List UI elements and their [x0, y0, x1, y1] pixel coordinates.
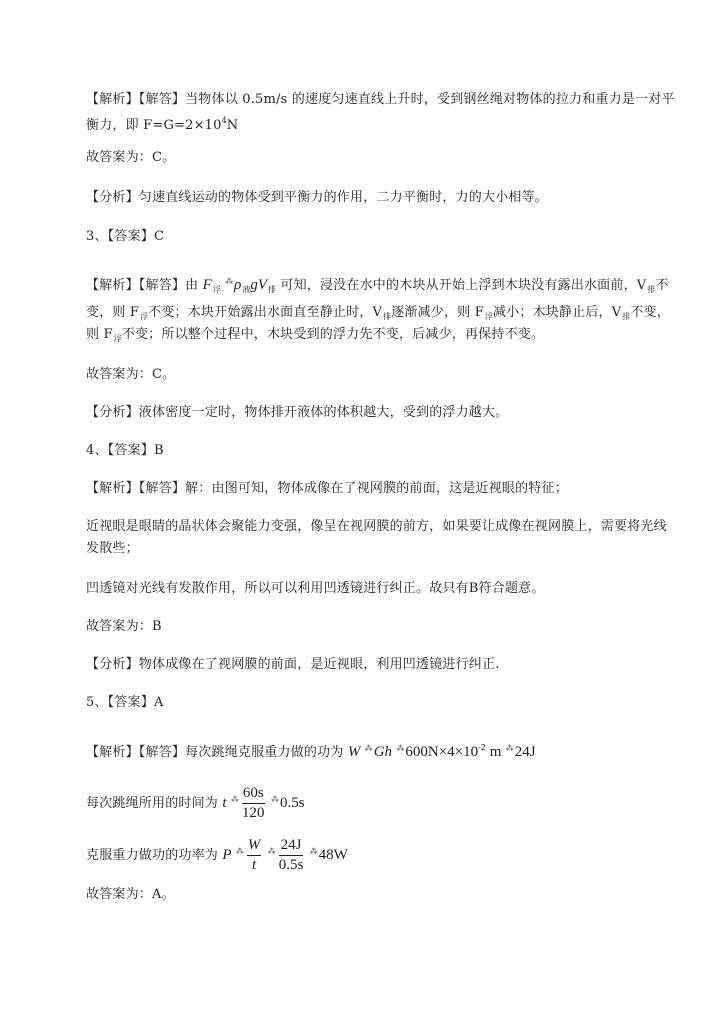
text-run: 不变，: [630, 305, 670, 320]
equals-glyph: ⁂: [230, 795, 239, 804]
text-run: 不变；木块开始露出水面直至静止时，V: [148, 305, 383, 320]
math-value: 48W: [318, 847, 348, 863]
fraction: [247, 837, 262, 874]
text-run: [305, 848, 309, 863]
q4-analysis: 【解析】【解答】解：由图可知，物体成像在了视网膜的前面，这是近视眼的特征；: [86, 481, 568, 496]
superscript: -2: [478, 743, 486, 752]
subscript: 排: [647, 285, 656, 294]
equals-glyph: ⁂: [505, 744, 514, 753]
equals-glyph: ⁂: [364, 744, 373, 753]
q5-heading: 5、【答案】A: [86, 695, 164, 710]
fraction-denominator: [242, 804, 265, 822]
q4-explanation-line-1: 近视眼是眼睛的晶状体会聚能力变强，像呈在视网膜的前方，如果要让成像在视网膜上，需要将光线: [86, 519, 667, 534]
fraction-denominator: [247, 856, 262, 874]
fraction-denominator: [279, 856, 304, 874]
q5-work-formula: [86, 738, 536, 758]
text-run: 【解析】【解答】当物体以 0.5m/s 的速度匀速直线上升时，受到钢丝绳对物体的拉力和重力是一对平: [86, 92, 675, 107]
text-run: 不变；所以整个过程中，木块受到的浮力先不变，后减少，再保持不变。: [121, 327, 545, 342]
q5-power-formula: [86, 832, 348, 872]
subscript: 液: [242, 285, 251, 294]
subscript: 排: [268, 285, 277, 294]
fraction-numerator: [247, 837, 262, 856]
fraction-numerator: [242, 785, 265, 804]
q2-analysis-line-1: [86, 90, 675, 110]
equals-glyph: ⁂: [267, 847, 276, 856]
math-variable: F: [202, 277, 212, 293]
subscript: 浮: [140, 312, 149, 321]
subscript: 排: [622, 312, 631, 321]
q3-analysis-line-1: [86, 272, 669, 292]
math-variable: t: [222, 795, 227, 811]
text-run: 不: [655, 278, 669, 293]
subscript: 浮: [113, 334, 122, 343]
text-run: 则 F: [86, 327, 113, 342]
q2-note: 【分析】匀速直线运动的物体受到平衡力的作用，二力平衡时，力的大小相等。: [86, 190, 549, 205]
math-value: m: [485, 744, 502, 760]
q5-time-formula: [86, 780, 305, 820]
fraction: [279, 837, 304, 874]
q4-answer: 故答案为：B: [86, 619, 162, 634]
q4-heading: 4、【答案】B: [86, 443, 164, 458]
equals-glyph: ⁂: [309, 847, 318, 856]
math-variable: W: [247, 837, 261, 853]
math-variable: t: [252, 857, 257, 873]
q4-explanation-line-2: 发散些；: [86, 541, 139, 556]
text-run: 衡力，即 F=G=2×10: [86, 118, 222, 133]
q3-heading: 3、【答案】C: [86, 229, 165, 244]
math-value: 0.5s: [280, 795, 305, 811]
q3-analysis-line-3: [86, 325, 544, 345]
text-run: 克服重力做功的功率为: [86, 848, 223, 863]
q4-note: 【分析】物体成像在了视网膜的前面，是近视眼，利用凹透镜进行纠正.: [86, 657, 500, 672]
math-value: 24J: [514, 744, 536, 760]
math-value: 60s: [242, 785, 264, 801]
math-value: 24J: [280, 837, 302, 853]
math-variable: ρ: [234, 277, 242, 293]
math-value: 0.5s: [278, 857, 304, 873]
text-run: 每次跳绳所用的时间为: [86, 796, 223, 811]
equals-glyph: ⁂: [271, 795, 280, 804]
text-run: 可知，浸没在水中的木块从开始上浮到木块没有露出水面前，V: [276, 278, 647, 293]
superscript: 4: [221, 116, 227, 125]
q2-analysis-line-2: [86, 111, 238, 131]
text-run: 减小；木块静止后，V: [492, 305, 622, 320]
equals-glyph: ⁂: [235, 847, 244, 856]
math-value: 120: [242, 805, 265, 821]
text-run: 变，则 F: [86, 305, 140, 320]
q3-answer: 故答案为：C。: [86, 367, 176, 382]
math-variable: Gh: [373, 744, 393, 760]
equals-glyph: ⁂: [225, 277, 234, 286]
text-run: N: [226, 118, 239, 133]
q3-note: 【分析】液体密度一定时，物体排开液体的体积越大，受到的浮力越大。: [86, 405, 509, 420]
text-run: 逐渐减少，则 F: [391, 305, 484, 320]
subscript: 浮: [212, 285, 221, 294]
q2-answer: 故答案为：C。: [86, 150, 176, 165]
q3-analysis-line-2: [86, 303, 670, 323]
math-variable: gV: [250, 277, 268, 293]
equals-glyph: ⁂: [396, 744, 405, 753]
math-value: 600N×4×10: [405, 744, 479, 760]
q5-answer: 故答案为：A。: [86, 887, 175, 902]
subscript: 排: [383, 312, 392, 321]
fraction: [242, 785, 265, 822]
math-variable: P: [222, 847, 232, 863]
subscript: 浮: [484, 312, 493, 321]
text-run: 【解析】【解答】每次跳绳克服重力做的功为: [86, 745, 348, 760]
fraction-numerator: [279, 837, 304, 856]
math-variable: W: [347, 744, 361, 760]
q4-correction: 凹透镜对光线有发散作用，所以可以利用凹透镜进行纠正。故只有B符合题意。: [86, 581, 545, 596]
text-run: 【解析】【解答】由: [86, 278, 203, 293]
